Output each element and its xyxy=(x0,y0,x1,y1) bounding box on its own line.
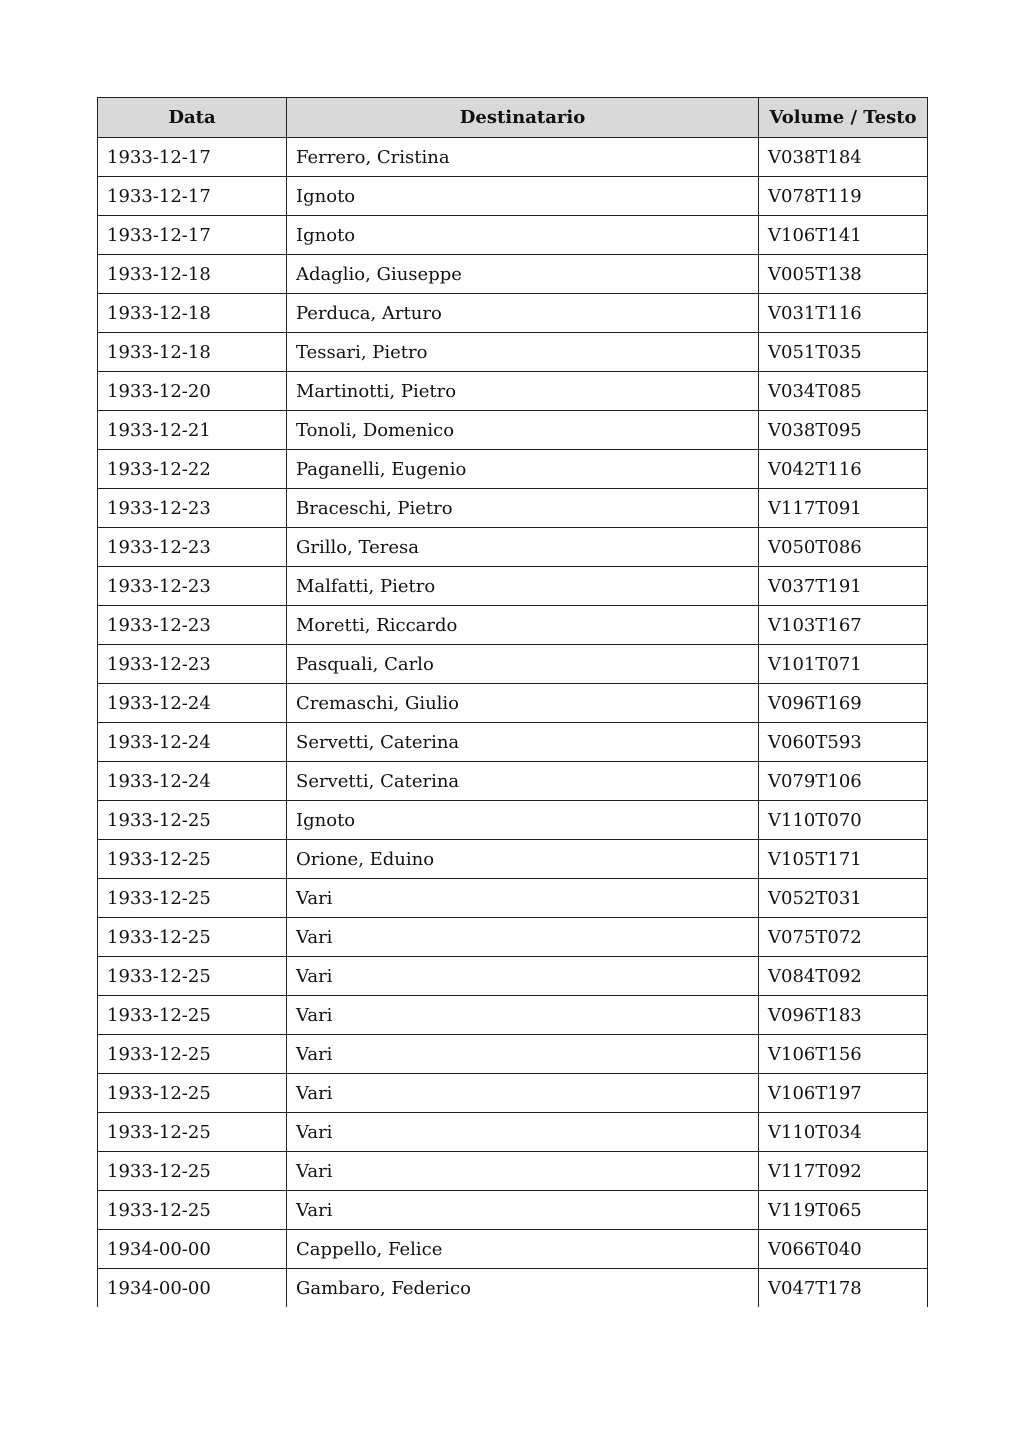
cell-volume-text: V096T169 xyxy=(759,684,928,723)
cell-volume-text: V052T031 xyxy=(759,879,928,918)
table-row xyxy=(98,801,928,840)
cell-date: 1933-12-20 xyxy=(98,372,287,411)
cell-date: 1933-12-25 xyxy=(98,1035,287,1074)
cell-recipient: Cappello, Felice xyxy=(287,1230,759,1269)
cell-recipient: Cremaschi, Giulio xyxy=(287,684,759,723)
table-row xyxy=(98,450,928,489)
cell-volume-text: V038T095 xyxy=(759,411,928,450)
document-page xyxy=(97,97,927,1307)
table-row xyxy=(98,1269,928,1308)
table-row xyxy=(98,1230,928,1269)
cell-recipient: Ferrero, Cristina xyxy=(287,138,759,177)
cell-date: 1933-12-22 xyxy=(98,450,287,489)
cell-date: 1933-12-25 xyxy=(98,957,287,996)
cell-volume-text: V034T085 xyxy=(759,372,928,411)
cell-recipient: Vari xyxy=(287,1113,759,1152)
cell-volume-text: V047T178 xyxy=(759,1269,928,1308)
cell-date: 1933-12-25 xyxy=(98,1113,287,1152)
cell-volume-text: V110T070 xyxy=(759,801,928,840)
cell-volume-text: V106T197 xyxy=(759,1074,928,1113)
table-row xyxy=(98,216,928,255)
cell-recipient: Tonoli, Domenico xyxy=(287,411,759,450)
table-row xyxy=(98,606,928,645)
cell-volume-text: V050T086 xyxy=(759,528,928,567)
cell-date: 1934-00-00 xyxy=(98,1269,287,1308)
cell-volume-text: V078T119 xyxy=(759,177,928,216)
cell-date: 1933-12-25 xyxy=(98,801,287,840)
cell-recipient: Vari xyxy=(287,1191,759,1230)
letters-table xyxy=(97,97,928,1307)
cell-volume-text: V031T116 xyxy=(759,294,928,333)
table-row xyxy=(98,567,928,606)
cell-date: 1933-12-25 xyxy=(98,1074,287,1113)
cell-date: 1933-12-24 xyxy=(98,723,287,762)
cell-date: 1933-12-23 xyxy=(98,567,287,606)
cell-recipient: Vari xyxy=(287,1152,759,1191)
cell-volume-text: V117T092 xyxy=(759,1152,928,1191)
cell-recipient: Ignoto xyxy=(287,801,759,840)
cell-recipient: Tessari, Pietro xyxy=(287,333,759,372)
cell-volume-text: V101T071 xyxy=(759,645,928,684)
cell-volume-text: V119T065 xyxy=(759,1191,928,1230)
cell-volume-text: V066T040 xyxy=(759,1230,928,1269)
cell-volume-text: V005T138 xyxy=(759,255,928,294)
table-row xyxy=(98,1191,928,1230)
cell-date: 1934-00-00 xyxy=(98,1230,287,1269)
cell-recipient: Servetti, Caterina xyxy=(287,762,759,801)
cell-volume-text: V084T092 xyxy=(759,957,928,996)
cell-recipient: Pasquali, Carlo xyxy=(287,645,759,684)
cell-recipient: Servetti, Caterina xyxy=(287,723,759,762)
cell-volume-text: V106T156 xyxy=(759,1035,928,1074)
cell-date: 1933-12-25 xyxy=(98,996,287,1035)
cell-volume-text: V096T183 xyxy=(759,996,928,1035)
table-row xyxy=(98,1074,928,1113)
cell-date: 1933-12-25 xyxy=(98,1191,287,1230)
cell-date: 1933-12-23 xyxy=(98,645,287,684)
header-row xyxy=(98,98,928,138)
cell-date: 1933-12-18 xyxy=(98,333,287,372)
table-header xyxy=(98,98,928,138)
cell-volume-text: V075T072 xyxy=(759,918,928,957)
cell-volume-text: V105T171 xyxy=(759,840,928,879)
cell-volume-text: V106T141 xyxy=(759,216,928,255)
cell-recipient: Perduca, Arturo xyxy=(287,294,759,333)
cell-recipient: Gambaro, Federico xyxy=(287,1269,759,1308)
table-row xyxy=(98,528,928,567)
table-row xyxy=(98,294,928,333)
cell-date: 1933-12-24 xyxy=(98,762,287,801)
cell-recipient: Vari xyxy=(287,996,759,1035)
cell-volume-text: V079T106 xyxy=(759,762,928,801)
cell-volume-text: V060T593 xyxy=(759,723,928,762)
cell-recipient: Paganelli, Eugenio xyxy=(287,450,759,489)
cell-recipient: Malfatti, Pietro xyxy=(287,567,759,606)
table-row xyxy=(98,489,928,528)
column-header-date: Data xyxy=(98,98,287,138)
cell-recipient: Vari xyxy=(287,1035,759,1074)
table-row xyxy=(98,411,928,450)
table-row xyxy=(98,177,928,216)
table-row xyxy=(98,138,928,177)
cell-date: 1933-12-18 xyxy=(98,294,287,333)
cell-date: 1933-12-21 xyxy=(98,411,287,450)
table-row xyxy=(98,762,928,801)
table-row xyxy=(98,879,928,918)
cell-volume-text: V103T167 xyxy=(759,606,928,645)
table-row xyxy=(98,957,928,996)
column-header-volume-text: Volume / Testo xyxy=(759,98,928,138)
cell-date: 1933-12-25 xyxy=(98,918,287,957)
table-row xyxy=(98,918,928,957)
cell-volume-text: V117T091 xyxy=(759,489,928,528)
table-row xyxy=(98,1113,928,1152)
column-header-recipient: Destinatario xyxy=(287,98,759,138)
cell-recipient: Moretti, Riccardo xyxy=(287,606,759,645)
cell-date: 1933-12-23 xyxy=(98,489,287,528)
cell-date: 1933-12-23 xyxy=(98,528,287,567)
table-row xyxy=(98,996,928,1035)
cell-recipient: Ignoto xyxy=(287,216,759,255)
table-row xyxy=(98,840,928,879)
cell-date: 1933-12-24 xyxy=(98,684,287,723)
cell-date: 1933-12-18 xyxy=(98,255,287,294)
cell-date: 1933-12-25 xyxy=(98,840,287,879)
cell-date: 1933-12-25 xyxy=(98,879,287,918)
cell-volume-text: V110T034 xyxy=(759,1113,928,1152)
cell-date: 1933-12-17 xyxy=(98,138,287,177)
table-row xyxy=(98,1035,928,1074)
table-row xyxy=(98,255,928,294)
table-row xyxy=(98,333,928,372)
cell-recipient: Vari xyxy=(287,918,759,957)
table-row xyxy=(98,372,928,411)
table-row xyxy=(98,1152,928,1191)
cell-date: 1933-12-25 xyxy=(98,1152,287,1191)
cell-recipient: Adaglio, Giuseppe xyxy=(287,255,759,294)
cell-date: 1933-12-17 xyxy=(98,177,287,216)
cell-recipient: Ignoto xyxy=(287,177,759,216)
cell-recipient: Grillo, Teresa xyxy=(287,528,759,567)
table-row xyxy=(98,645,928,684)
cell-volume-text: V037T191 xyxy=(759,567,928,606)
cell-volume-text: V038T184 xyxy=(759,138,928,177)
cell-recipient: Braceschi, Pietro xyxy=(287,489,759,528)
table-body xyxy=(98,138,928,1308)
cell-recipient: Vari xyxy=(287,879,759,918)
cell-recipient: Martinotti, Pietro xyxy=(287,372,759,411)
cell-volume-text: V042T116 xyxy=(759,450,928,489)
cell-recipient: Vari xyxy=(287,957,759,996)
table-row xyxy=(98,684,928,723)
cell-recipient: Vari xyxy=(287,1074,759,1113)
cell-date: 1933-12-17 xyxy=(98,216,287,255)
cell-recipient: Orione, Eduino xyxy=(287,840,759,879)
table-row xyxy=(98,723,928,762)
cell-date: 1933-12-23 xyxy=(98,606,287,645)
cell-volume-text: V051T035 xyxy=(759,333,928,372)
